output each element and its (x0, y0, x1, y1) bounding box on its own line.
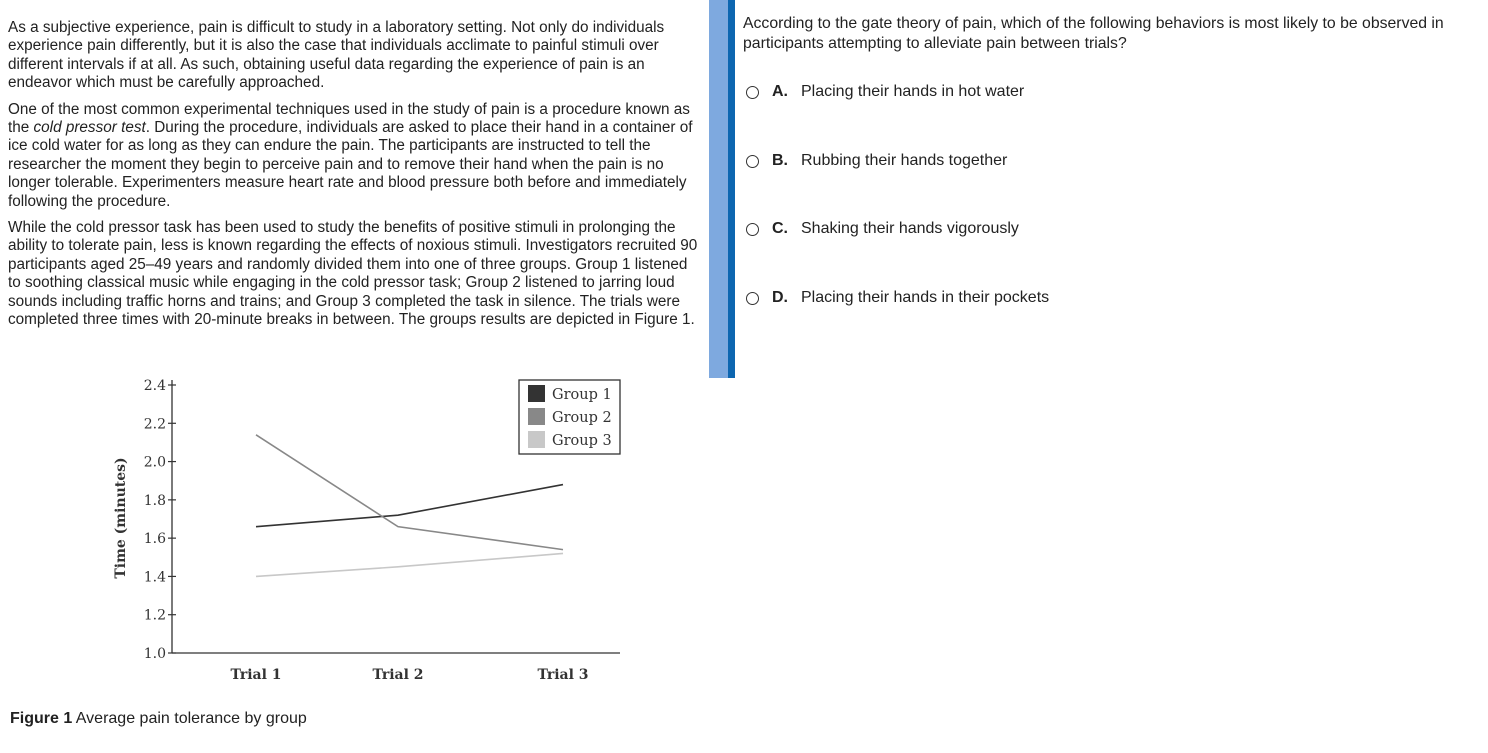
series-line-group-3 (256, 553, 563, 576)
option-text: Shaking their hands vigorously (801, 220, 1019, 237)
legend-swatch (528, 385, 545, 402)
legend-label: Group 2 (552, 410, 612, 426)
x-tick-label: Trial 3 (537, 667, 589, 683)
y-tick-label: 1.0 (143, 646, 166, 662)
option-letter: D. (772, 289, 788, 306)
option-letter: A. (772, 83, 788, 100)
passage-paragraph-1: As a subjective experience, pain is difficult to study in a laboratory setting. Not only do individuals experience pain differently, but it is also the case that individuals acclimate to painful stimuli over different intervals if at all. As such, obtaining useful data regarding the experience of pain is an endeavor which must be carefully approached. (8, 19, 665, 92)
figure-caption (10, 710, 307, 728)
divider (709, 0, 728, 378)
legend-swatch (528, 431, 545, 448)
x-tick-label: Trial 2 (372, 667, 424, 683)
radio-icon[interactable] (746, 86, 759, 99)
option-text: Placing their hands in hot water (801, 83, 1025, 100)
option-letter: C. (772, 220, 788, 237)
question-stem: According to the gate theory of pain, which of the following behaviors is most likely to be observed in participants attempting to alleviate pain between trials? (743, 15, 1444, 52)
passage-paragraph-3: While the cold pressor task has been used to study the benefits of positive stimuli in prolonging the ability to tolerate pain, less is known regarding the effects of noxious stimuli. Investigators recruited 90 participants aged 25–49 years and randomly divided them into one of three groups. Group 1 listened to soothing classical music while engaging in the cold pressor task; Group 2 listened to jarring loud sounds including traffic horns and trains; and Group 3 completed the task in silence. The trials were completed three times with 20-minute breaks in between. The groups results are depicted in Figure 1. (8, 219, 698, 329)
legend-label: Group 1 (552, 387, 612, 403)
y-tick-label: 1.6 (143, 531, 166, 548)
line-chart (0, 0, 700, 753)
y-tick-label: 2.0 (143, 454, 166, 471)
series-line-group-2 (256, 435, 563, 550)
y-tick-label: 2.2 (143, 416, 166, 433)
divider-accent (728, 0, 735, 378)
figure-label: Figure 1 (10, 710, 73, 727)
y-tick-label: 1.4 (143, 569, 166, 586)
radio-icon[interactable] (746, 292, 759, 305)
y-tick-label: 1.2 (143, 607, 166, 624)
text: . During the procedure, individuals are asked to place their hand in a container of ice cold water for as long as they can endure the pain. The participants are instructed to tell the researcher the moment they begin to perceive pain and to remove their hand when the pain is no longer tolerable. Experimenters measure heart rate and blood pressure both before and immediately following the procedure. (8, 119, 693, 210)
option-letter: B. (772, 152, 788, 169)
option-c[interactable] (746, 220, 1019, 238)
option-text: Rubbing their hands together (801, 152, 1008, 169)
option-b[interactable] (746, 152, 1007, 170)
figure-caption-text: Average pain tolerance by group (75, 710, 307, 727)
text: One of the most common experimental techniques used in the study of pain is a procedure known as the (8, 100, 690, 137)
legend-label: Group 3 (552, 433, 612, 449)
radio-icon[interactable] (746, 155, 759, 168)
series-line-group-1 (256, 485, 563, 527)
radio-icon[interactable] (746, 223, 759, 236)
y-tick-label: 2.4 (143, 378, 166, 394)
term: cold pressor test (33, 119, 146, 137)
legend-swatch (528, 408, 545, 425)
option-a[interactable] (746, 83, 1024, 101)
x-tick-label: Trial 1 (230, 667, 282, 683)
option-text: Placing their hands in their pockets (801, 289, 1050, 306)
option-d[interactable] (746, 289, 1049, 307)
y-tick-label: 1.8 (143, 492, 166, 509)
y-axis-label: Time (minutes) (113, 457, 129, 579)
